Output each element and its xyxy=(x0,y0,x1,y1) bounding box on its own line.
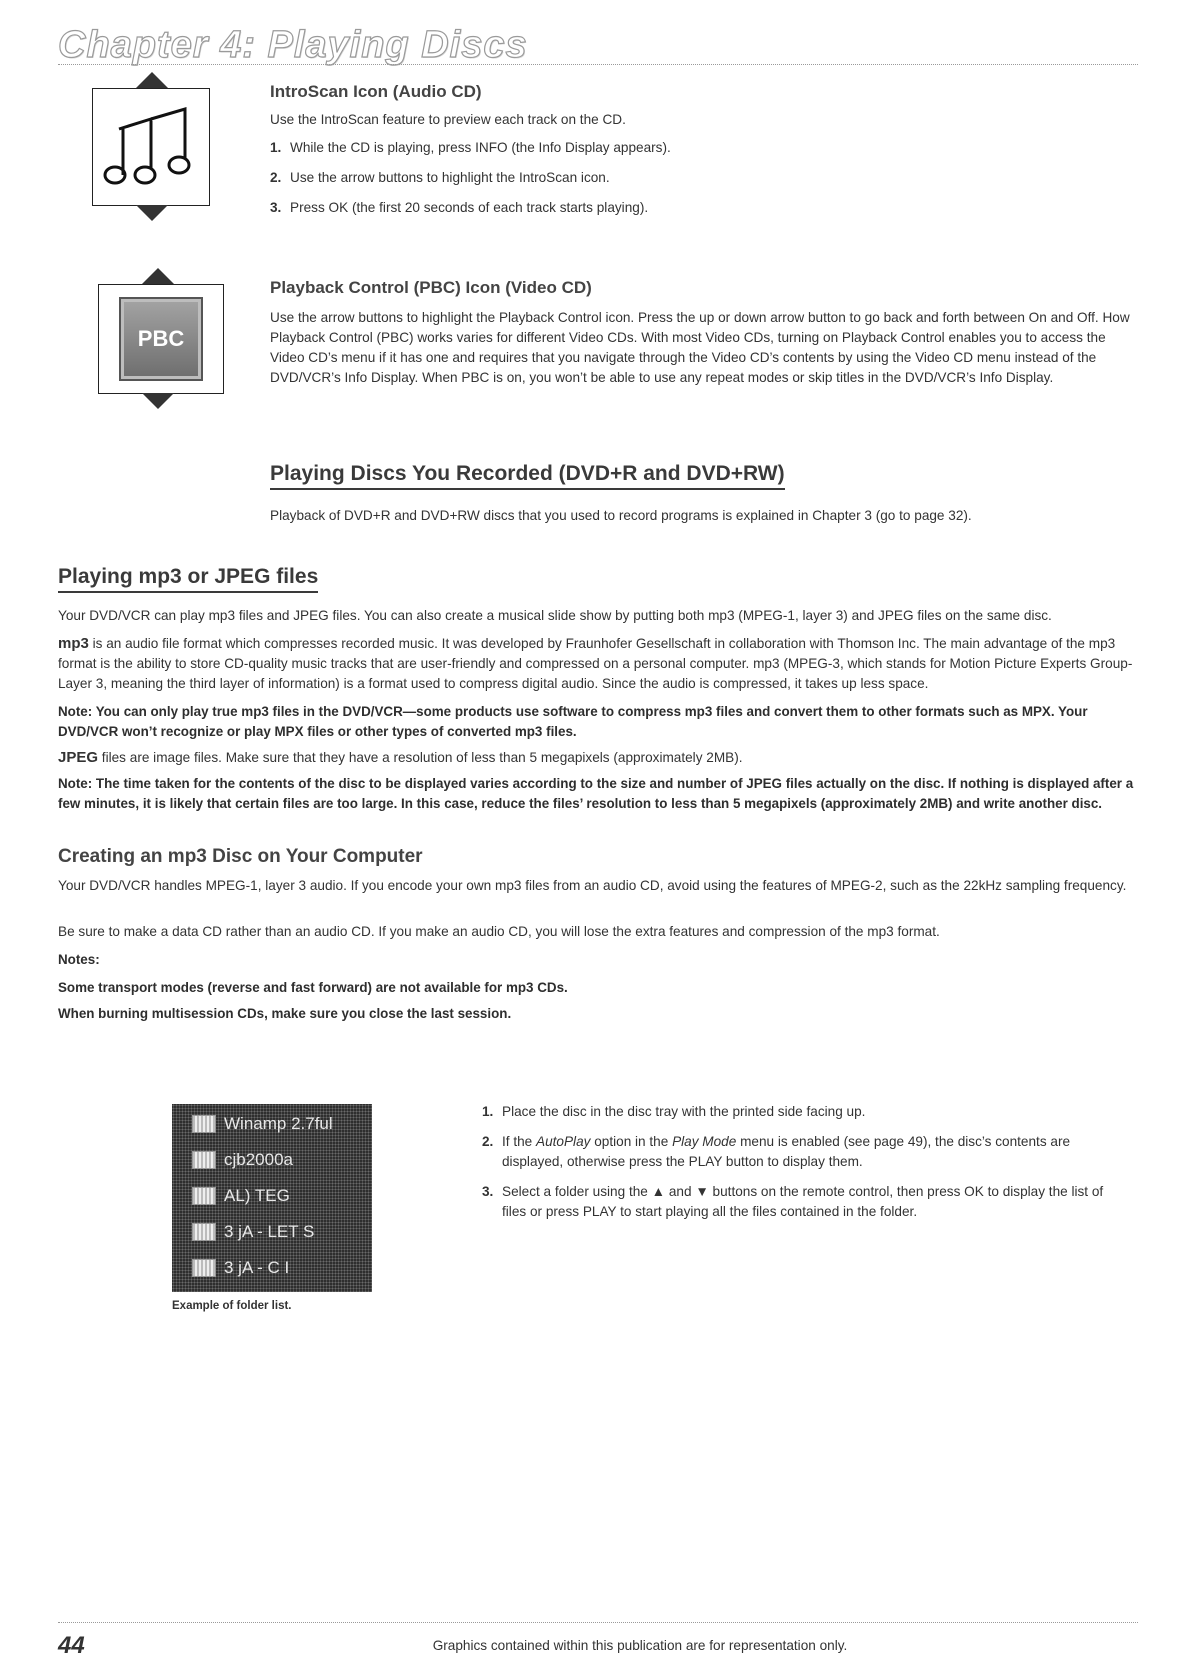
creating-p1: Your DVD/VCR handles MPEG-1, layer 3 audio. If you encode your own mp3 files from an audio CD, avoid using the features of MPEG-2, such as the 22kHz sampling frequency. xyxy=(58,878,1127,893)
step-text-part: Select a folder using the ▲ and ▼ buttons on the remote control, then press OK to display the list of files or press PLAY to start playing all the files contained in the folder. xyxy=(502,1184,1104,1219)
jpeg-text: files are image files. Make sure that they have a resolution of less than 5 megapixels (approximately 2MB). xyxy=(98,750,743,765)
step-text-part: option in the xyxy=(590,1134,673,1149)
introscan-step xyxy=(270,198,1130,218)
introscan-step xyxy=(270,138,1130,158)
folder-steps xyxy=(482,1102,1122,1232)
jpeg-note: Note: The time taken for the contents of the disc to be displayed varies according to the size and number of JPEG files actually on the disc. If nothing is displayed after a few minutes, it is likely that certain files are too large. In this case, reduce the files’ resolution to less than 5 megapixels (approximately 2MB) and write another disc. xyxy=(58,776,1134,811)
page-number: 44 xyxy=(58,1632,85,1659)
pbc-icon-frame xyxy=(98,284,224,394)
creating-heading: Creating an mp3 Disc on Your Computer xyxy=(58,846,423,867)
mp3-term: mp3 xyxy=(58,635,89,652)
folder-row[interactable] xyxy=(172,1146,372,1174)
step-number: 3. xyxy=(270,200,282,215)
introscan-step xyxy=(270,168,1130,188)
introscan-steps xyxy=(270,138,1130,228)
recorded-heading: Playing Discs You Recorded (DVD+R and DVD+RW) xyxy=(270,462,785,490)
folder-name: cjb2000a xyxy=(224,1150,294,1169)
folder-icon xyxy=(192,1223,216,1241)
introscan-icon-graphic xyxy=(92,72,212,222)
note-transport: Some transport modes (reverse and fast forward) are not available for mp3 CDs. xyxy=(58,980,568,995)
pbc-heading: Playback Control (PBC) Icon (Video CD) xyxy=(270,278,592,297)
step-number: 2. xyxy=(482,1134,494,1149)
header-divider xyxy=(58,64,1138,65)
folder-list-screenshot xyxy=(172,1104,372,1292)
folder-name: Winamp 2.7ful xyxy=(224,1114,333,1133)
folder-icon xyxy=(192,1115,216,1133)
folder-row[interactable] xyxy=(172,1218,372,1246)
up-arrow-icon xyxy=(142,268,174,284)
folder-step xyxy=(482,1182,1122,1222)
note-multisession: When burning multisession CDs, make sure you close the last session. xyxy=(58,1006,512,1021)
folder-step xyxy=(482,1132,1122,1172)
folder-icon xyxy=(192,1151,216,1169)
down-arrow-icon xyxy=(136,205,168,221)
step-text-part: Place the disc in the disc tray with the printed side facing up. xyxy=(502,1104,866,1119)
folder-row[interactable] xyxy=(172,1182,372,1210)
recorded-body: Playback of DVD+R and DVD+RW discs that you used to record programs is explained in Chapter 3 (go to page 32). xyxy=(270,508,972,523)
step-text xyxy=(502,1132,1122,1172)
introscan-heading: IntroScan Icon (Audio CD) xyxy=(270,82,482,101)
pbc-icon: PBC xyxy=(119,297,203,381)
step-text xyxy=(502,1102,865,1122)
folder-name: 3 jA - LET S xyxy=(224,1222,315,1241)
step-number: 3. xyxy=(482,1184,494,1199)
up-arrow-icon xyxy=(136,72,168,88)
folder-row[interactable] xyxy=(172,1110,372,1138)
introscan-icon-frame xyxy=(92,88,210,206)
step-text: Use the arrow buttons to highlight the IntroScan icon. xyxy=(290,170,610,185)
step-number: 1. xyxy=(482,1104,494,1119)
mp3-description xyxy=(58,634,1138,694)
step-number: 2. xyxy=(270,170,282,185)
mp3-note: Note: You can only play true mp3 files in the DVD/VCR—some products use software to compress mp3 files and convert them to other formats such as MPX. Your DVD/VCR won’t recognize or play MPX files or other types of converted mp3 files. xyxy=(58,704,1088,739)
chapter-title: Chapter 4: Playing Discs xyxy=(58,24,528,66)
jpeg-term: JPEG xyxy=(58,749,99,766)
jpeg-description xyxy=(58,748,1138,768)
pbc-icon-graphic xyxy=(98,268,228,418)
folder-icon xyxy=(192,1187,216,1205)
footer-disclaimer: Graphics contained within this publication are for representation only. xyxy=(432,1638,848,1653)
down-arrow-icon xyxy=(142,393,174,409)
music-notes-icon xyxy=(93,89,209,205)
step-text-part: menu is enabled (see page 49), the disc’s contents are displayed, otherwise press the PLAY button to display them. xyxy=(502,1134,1071,1169)
folder-row[interactable] xyxy=(172,1254,372,1282)
step-number: 1. xyxy=(270,140,282,155)
step-text-part: Play Mode xyxy=(672,1134,737,1149)
introscan-intro: Use the IntroScan feature to preview each track on the CD. xyxy=(270,112,626,127)
creating-p2: Be sure to make a data CD rather than an audio CD. If you make an audio CD, you will lose the extra features and compression of the mp3 format. xyxy=(58,924,940,939)
folder-rows xyxy=(172,1110,372,1282)
folder-step xyxy=(482,1102,1122,1122)
mp3-jpeg-heading: Playing mp3 or JPEG files xyxy=(58,565,318,593)
mp3-jpeg-intro: Your DVD/VCR can play mp3 files and JPEG files. You can also create a musical slide show by putting both mp3 (MPEG-1, layer 3) and JPEG files on the same disc. xyxy=(58,608,1052,623)
folder-list-caption: Example of folder list. xyxy=(172,1300,292,1312)
footer-divider xyxy=(58,1622,1138,1623)
notes-label: Notes: xyxy=(58,952,100,967)
step-text: While the CD is playing, press INFO (the Info Display appears). xyxy=(290,140,671,155)
step-text xyxy=(502,1182,1122,1222)
folder-name: 3 jA - C I xyxy=(224,1258,290,1277)
folder-icon xyxy=(192,1259,216,1277)
folder-name: AL) TEG xyxy=(224,1186,290,1205)
step-text: Press OK (the first 20 seconds of each track starts playing). xyxy=(290,200,649,215)
pbc-body: Use the arrow buttons to highlight the Playback Control icon. Press the up or down arrow button to go back and forth between On and Off. How Playback Control (PBC) works varies for different Video CDs. With most Video CDs, turning on Playback Control enables you to access the Video CD’s menu if it has one and requires that you navigate through the Video CD’s contents by using the Video CD menu instead of the DVD/VCR’s Info Display. When PBC is on, you won’t be able to use any repeat modes or skip titles in the DVD/VCR’s Info Display. xyxy=(270,310,1130,385)
mp3-text: is an audio file format which compresses recorded music. It was developed by Fraunhofer Gesellschaft in collaboration with Thomson Inc. The main advantage of the mp3 format is the ability to store CD-quality music tracks that are user-friendly and compressed on a personal computer. mp3 (MPEG-3, which stands for Motion Picture Experts Group-Layer 3, meaning the third layer of information) is a format used to compress digital audio. Since the audio is compressed, it takes up less space. xyxy=(58,636,1133,691)
step-text-part: If the xyxy=(502,1134,537,1149)
step-text-part: AutoPlay xyxy=(536,1134,591,1149)
